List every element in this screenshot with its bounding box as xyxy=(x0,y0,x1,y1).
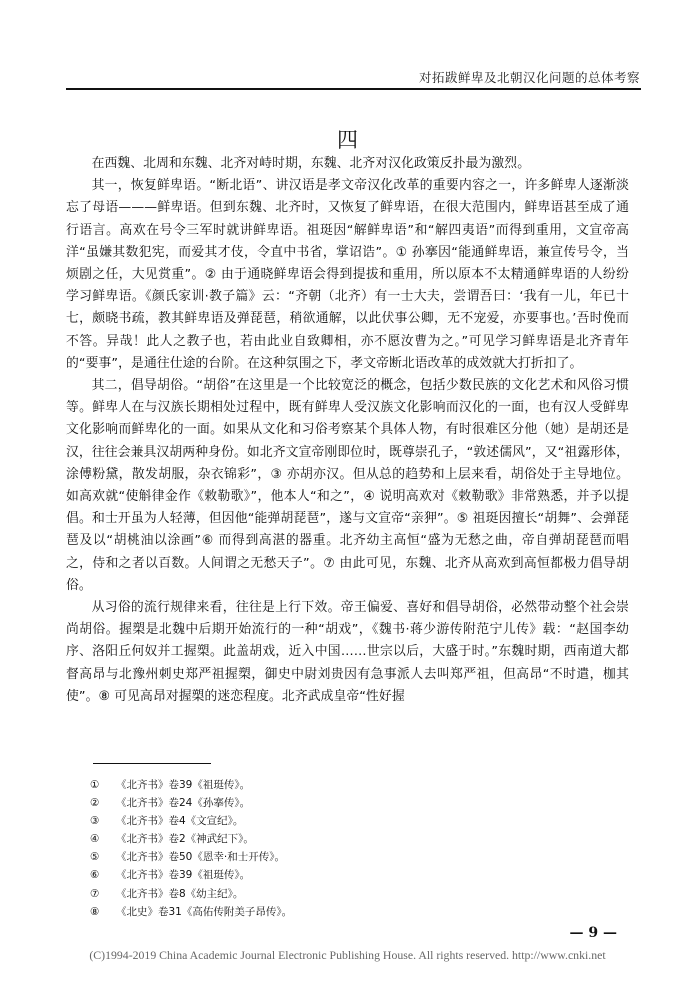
footnote-text: 《北史》卷31《高佑传附美子昂传》。 xyxy=(116,905,293,918)
footnote-rule xyxy=(93,763,211,764)
paragraph: 其一，恢复鲜卑语。“断北语”、讲汉语是孝文帝汉化改革的重要内容之一，许多鲜卑人逐渐淡忘了母语———鲜卑语。但到东魏、北齐时，又恢复了鲜卑语，在很大范围内，鲜卑语甚至成了通行语言。高欢在号令三军时就讲鲜卑语。祖珽因“解鲜卑语”和“解四夷语”而得到重用，文宣帝高洋“虽嫌其数犯宪，而爱其才伎，令直中书省，掌诏诰”。① 孙搴因“能通鲜卑语，兼宣传号令，当烦剧之任，大见赏重”。② 由于通晓鲜卑语会得到提拔和重用，所以原本不太精通鲜卑语的人纷纷学习鲜卑语。《颜氏家训·教子篇》云：“齐朝（北齐）有一士大夫，尝谓吾曰：‘我有一儿，年已十七，颇晓书疏，教其鲜卑语及弹琵琶，稍欲通解，以此伏事公卿，无不宠爱，亦要事也。’吾时俛而不答。异哉！此人之教子也，若由此业自致卿相，亦不愿汝曹为之。”可见学习鲜卑语是北齐青年的“要事”，是通往仕途的台阶。在这种氛围之下，孝文帝断北语改革的成效就大打折扣了。 xyxy=(66,178,629,371)
footnote-text: 《北齐书》卷39《祖珽传》。 xyxy=(116,869,251,882)
footnote xyxy=(90,776,610,794)
footnote-marker: ① xyxy=(90,779,100,791)
footnote-marker: ② xyxy=(90,797,100,810)
footnote-text: 《北齐书》卷39《祖珽传》。 xyxy=(116,779,251,791)
footnote xyxy=(90,885,610,903)
paragraph: 从习俗的流行规律来看，往往是上行下效。帝王偏爱、喜好和倡导胡俗，必然带动整个社会崇尚胡俗。握槊是北魏中后期开始流行的一种“胡戏”，《魏书·蒋少游传附范宁儿传》载：“赵国李幼序、洛阳丘何奴并工握槊。此盖胡戏，近入中国……世宗以后，大盛于时。”东魏时期，西南道大都督高昂与北豫州刺史郑严祖握槊，御史中尉刘贵因有急事派人去叫郑严祖，但高昂“不时遣，枷其使”。⑧ 可见高昂对握槊的迷恋程度。北齐武成皇帝“性好握 xyxy=(66,600,629,704)
paragraph: 其二，倡导胡俗。“胡俗”在这里是一个比较宽泛的概念，包括少数民族的文化艺术和风俗习惯等。鲜卑人在与汉族长期相处过程中，既有鲜卑人受汉族文化影响而汉化的一面，也有汉人受鲜卑文化影响而鲜卑化的一面。如果从文化和习俗考察某个具体人物，有时很难区分他（她）是胡还是汉，往往会兼具汉胡两种身份。如北齐文宣帝刚即位时，既尊崇孔子，“敦述儒风”，又“祖露形体，涂傅粉黛，散发胡服，杂衣锦彩”，③ 亦胡亦汉。但从总的趋势和上层来看，胡俗处于主导地位。如高欢就“使斛律金作《敕勒歌》”，他本人“和之”，④ 说明高欢对《敕勒歌》非常熟悉，并予以提倡。和士开虽为人轻薄，但因他“能弹胡琵琶”，遂与文宣帝“亲狎”。⑤ 祖珽因擅长“胡舞”、会弹琵琶及以“胡桃油以涂画”⑥ 而得到高湛的器重。北齐幼主高恒“盛为无愁之曲，帝自弹胡琵琶而唱之，侍和之者以百数。人间谓之无愁天子”。⑦ 由此可见，东魏、北齐从高欢到高恒都极力倡导胡俗。 xyxy=(66,378,629,593)
running-title: 对拓跋鲜卑及北朝汉化问题的总体考察 xyxy=(418,70,640,85)
footnote-marker: ④ xyxy=(90,833,100,846)
section-number: 四 xyxy=(337,128,358,152)
footnote-text: 《北齐书》卷50《恩幸·和士开传》。 xyxy=(116,851,285,864)
footnote xyxy=(90,812,610,830)
footnote-marker: ⑥ xyxy=(90,869,100,882)
copyright-notice: (C)1994-2019 China Academic Journal Electronic Publishing House. All rights reserved. http://www.cnki.net xyxy=(89,948,606,962)
footnote-marker: ⑤ xyxy=(90,851,100,864)
footnote-text: 《北齐书》卷2《神武纪下》。 xyxy=(116,833,254,846)
footnote-marker: ⑧ xyxy=(90,905,100,918)
footnote-text: 《北齐书》卷4《文宣纪》。 xyxy=(116,815,244,828)
footnote xyxy=(90,830,610,848)
footnotes xyxy=(90,776,610,921)
footnote xyxy=(90,866,610,884)
footnote-marker: ③ xyxy=(90,815,100,828)
footnote xyxy=(90,848,610,866)
footnote-text: 《北齐书》卷8《幼主纪》。 xyxy=(116,887,244,900)
footnote xyxy=(90,794,610,812)
footnote xyxy=(90,903,610,921)
header-rule xyxy=(66,88,641,90)
paragraph: 在西魏、北周和东魏、北齐对峙时期，东魏、北齐对汉化政策反扑最为激烈。 xyxy=(91,156,531,171)
body-text xyxy=(66,153,629,708)
page-number: — 9 — xyxy=(569,925,617,941)
footnote-text: 《北齐书》卷24《孙搴传》。 xyxy=(116,797,251,810)
footnote-marker: ⑦ xyxy=(90,887,100,900)
